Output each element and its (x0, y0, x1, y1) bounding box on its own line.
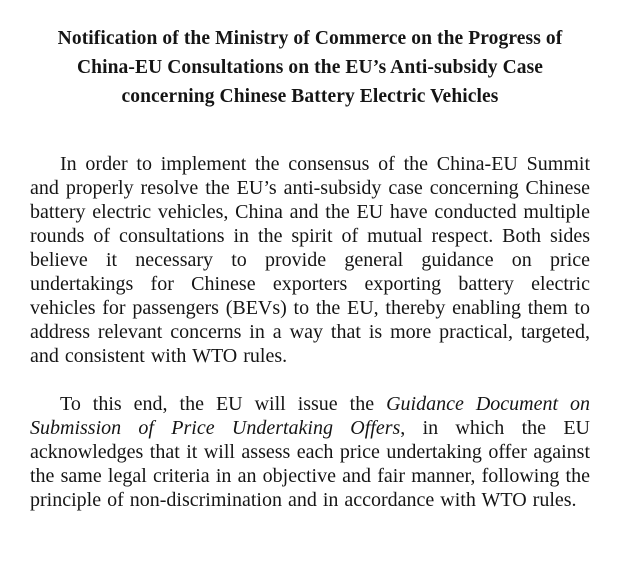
paragraph-1 (30, 152, 590, 368)
title-line-3: concerning Chinese Battery Electric Vehicles (121, 86, 499, 107)
document-title (30, 24, 590, 111)
paragraph-1-text: In order to implement the consensus of the China-EU Summit and properly resolve the EU’s anti-subsidy case concerning Chinese battery electric vehicles, China and the EU have conducted multiple rounds of consultations in the spirit of mutual respect. Both sides believe it necessary to provide general guidance on price undertakings for Chinese exporters exporting battery electric vehicles for passengers (BEVs) to the EU, thereby enabling them to address relevant concerns in a way that is more practical, targeted, and consistent with WTO rules. (30, 153, 590, 367)
paragraph-2-text-after: , in which the EU acknowledges that it will assess each price undertaking offer against the same legal criteria in an objective and fair manner, following the principle of non-discrimination and in accordance with WTO rules. (30, 417, 590, 511)
paragraph-2 (30, 392, 590, 512)
title-line-2: China-EU Consultations on the EU’s Anti-subsidy Case (76, 57, 544, 78)
title-line-1: Notification of the Ministry of Commerce on the Progress of (57, 28, 563, 49)
paragraph-2-text-before: To this end, the EU will issue the (60, 393, 387, 415)
cited-document-title: Guidance Document on Submission of Price Undertaking Offers (30, 393, 591, 439)
